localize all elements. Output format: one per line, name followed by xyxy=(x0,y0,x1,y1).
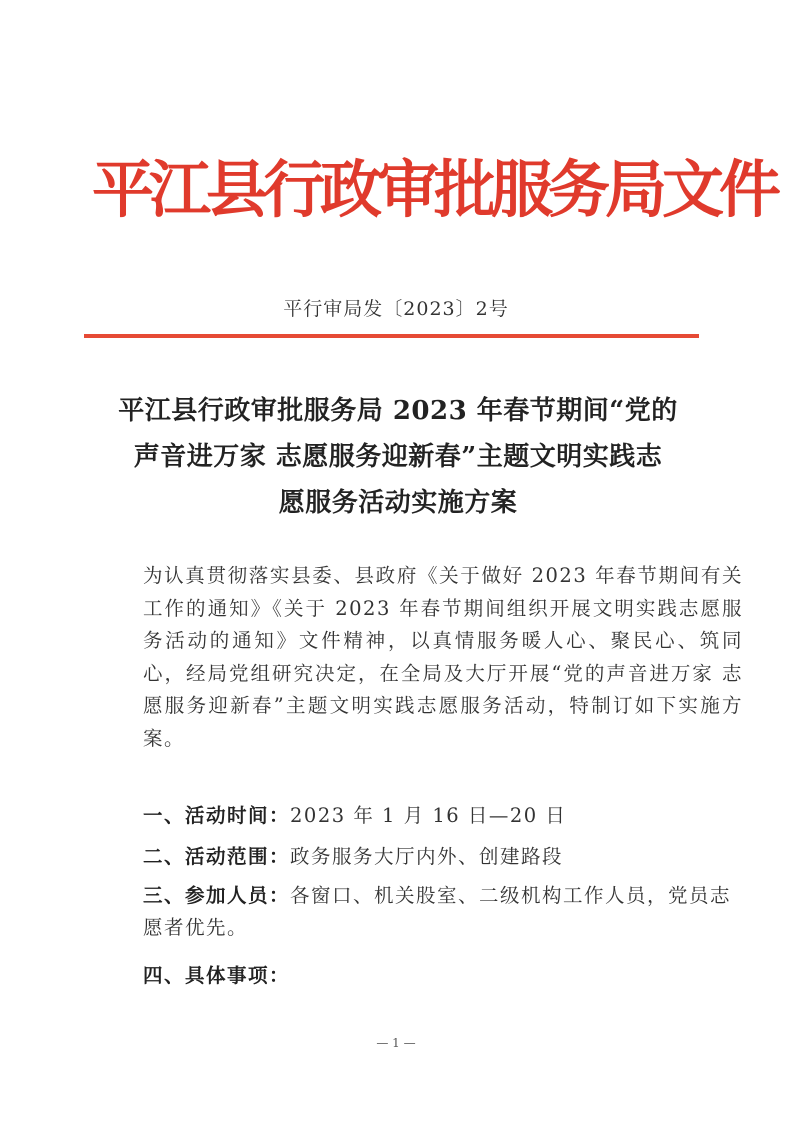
document-title xyxy=(98,388,698,526)
title-line: 声音进万家 志愿服务迎新春”主题文明实践志 xyxy=(133,442,663,472)
section-label: 四、具体事项： xyxy=(143,964,291,987)
title-line: 愿服务活动实施方案 xyxy=(278,488,518,518)
section-label: 三、参加人员： xyxy=(143,884,291,907)
section-text: 2023 年 1 月 16 日—20 日 xyxy=(290,804,567,827)
page-number: — 1 — xyxy=(376,1036,416,1050)
intro-paragraph: 为认真贯彻落实县委、县政府《关于做好 2023 年春节期间有关工作的通知》《关于 2023 年春节期间组织开展文明实践志愿服务活动的通知》文件精神，以真情服务暖人心、聚民心、筑同心，经局党组研究决定，在全局及大厅开展“党的声音进万家 志愿服务迎新春”主题文明实践志愿服务活动，特制订如下实施方案。 xyxy=(143,564,743,750)
title-line: 平江县行政审批服务局 2023 年春节期间“党的 xyxy=(118,396,678,426)
section-text: 政务服务大厅内外、创建路段 xyxy=(290,845,564,868)
section-specific-items xyxy=(104,960,743,992)
red-divider-line xyxy=(84,334,699,338)
section-label: 一、活动时间： xyxy=(143,804,291,827)
document-number: 平行审局发〔2023〕2号 xyxy=(283,298,509,320)
section-activity-time xyxy=(104,800,743,832)
section-label: 二、活动范围： xyxy=(143,845,291,868)
section-text: 各窗口、机关股室、二级机构工作人员，党员志愿者优先。 xyxy=(143,884,732,939)
section-participants xyxy=(104,880,743,944)
agency-masthead: 平江县行政审批服务局文件 xyxy=(92,153,777,226)
section-activity-scope xyxy=(104,841,743,873)
